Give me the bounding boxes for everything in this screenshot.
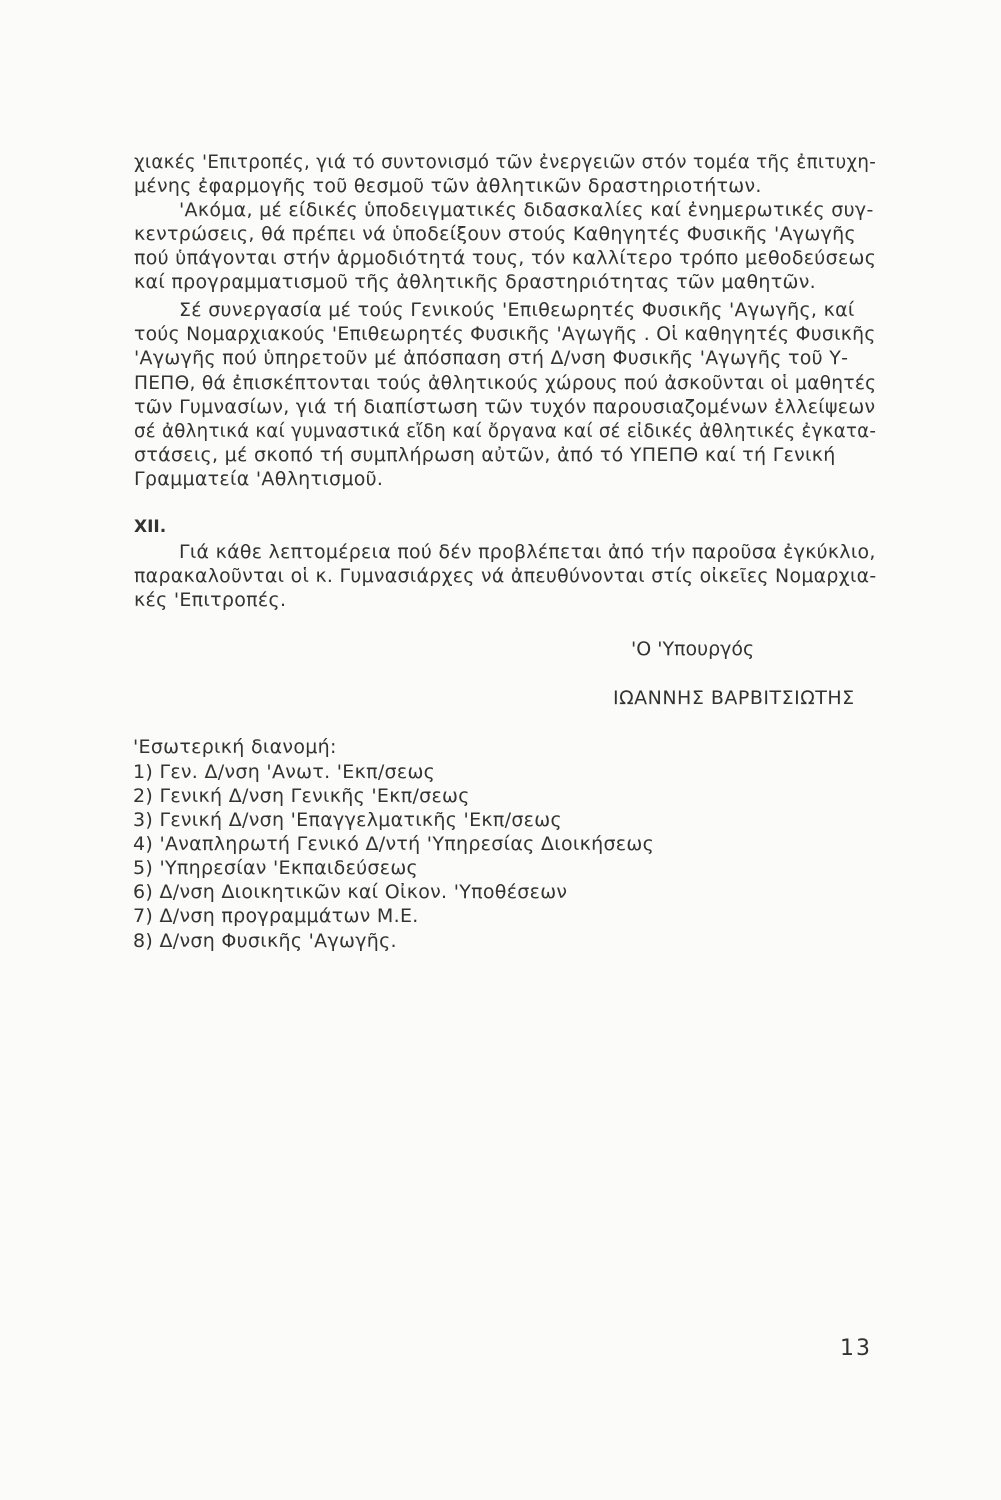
body-text-line: Γραμματεία 'Αθλητισμοῦ. bbox=[134, 468, 384, 490]
body-text-line: πού ὑπάγονται στήν ἁρμοδιότητά τους, τόν καλλίτερο τρόπο μεθοδεύσεως bbox=[134, 247, 877, 269]
body-text-line: μένης ἐφαρμογῆς τοῦ θεσμοῦ τῶν ἀθλητικῶν δραστηριοτήτων. bbox=[134, 175, 762, 197]
distribution-item: 3) Γενική Δ/νση 'Επαγγελματικῆς 'Εκπ/σεως bbox=[133, 809, 562, 831]
distribution-item: 8) Δ/νση Φυσικῆς 'Αγωγῆς. bbox=[133, 930, 397, 952]
distribution-heading: 'Εσωτερική διανομή: bbox=[133, 736, 337, 758]
signature-name: ΙΩΑΝΝΗΣ ΒΑΡΒΙΤΣΙΩΤΗΣ bbox=[613, 687, 855, 709]
distribution-item: 4) 'Αναπληρωτή Γενικό Δ/ντή 'Υπηρεσίας Διοικήσεως bbox=[133, 833, 655, 855]
distribution-item: 7) Δ/νση προγραμμάτων Μ.Ε. bbox=[133, 905, 419, 927]
body-text-line: 'Ακόμα, μέ είδικές ὑποδειγματικές διδασκαλίες καί ἐνημερωτικές συγ- bbox=[179, 199, 874, 221]
body-text-line: καί προγραμματισμοῦ τῆς ἀθλητικῆς δραστηριότητας τῶν μαθητῶν. bbox=[134, 271, 816, 293]
body-text-line: τούς Νομαρχιακούς 'Επιθεωρητές Φυσικῆς 'Αγωγῆς . Οἱ καθηγητές Φυσικῆς bbox=[134, 323, 876, 345]
body-text-line: σέ ἀθλητικά καί γυμναστικά εἴδη καί ὄργανα καί σέ εἰδικές ἀθλητικές ἐγκατα- bbox=[134, 420, 877, 442]
body-text-line: ΠΕΠΘ, θά ἐπισκέπτονται τούς ἀθλητικούς χώρους πού ἀσκοῦνται οἱ μαθητές bbox=[134, 372, 877, 394]
body-text-line: 'Αγωγῆς πού ὑπηρετοῦν μέ ἀπόσπαση στή Δ/νση Φυσικῆς 'Αγωγῆς τοῦ Υ- bbox=[134, 347, 849, 369]
body-text-line: τῶν Γυμνασίων, γιά τή διαπίστωση τῶν τυχόν παρουσιαζομένων ἐλλείψεων bbox=[134, 396, 876, 418]
section-heading: XII. bbox=[134, 517, 167, 537]
body-text-line: κεντρώσεις, θά πρέπει νά ὑποδείξουν στούς Καθηγητές Φυσικῆς 'Αγωγῆς bbox=[134, 223, 856, 245]
distribution-item: 5) 'Υπηρεσίαν 'Εκπαιδεύσεως bbox=[133, 857, 419, 879]
body-text-line: Γιά κάθε λεπτομέρεια πού δέν προβλέπεται ἀπό τήν παροῦσα ἐγκύκλιο, bbox=[179, 541, 876, 563]
distribution-item: 6) Δ/νση Διοικητικῶν καί Οἰκον. 'Υποθέσεων bbox=[133, 881, 568, 903]
body-text-line: κές 'Επιτροπές. bbox=[134, 589, 287, 611]
signature-title: 'Ο 'Υπουργός bbox=[631, 638, 755, 660]
body-text-line: Σέ συνεργασία μέ τούς Γενικούς 'Επιθεωρητές Φυσικῆς 'Αγωγῆς, καί bbox=[179, 299, 855, 321]
distribution-item: 1) Γεν. Δ/νση 'Ανωτ. 'Εκπ/σεως bbox=[133, 761, 436, 783]
body-text-line: στάσεις, μέ σκοπό τή συμπλήρωση αὐτῶν, ἀπό τό ΥΠΕΠΘ καί τή Γενική bbox=[134, 444, 836, 466]
distribution-item: 2) Γενική Δ/νση Γενικῆς 'Εκπ/σεως bbox=[133, 785, 470, 807]
body-text-line: παρακαλοῦνται οἱ κ. Γυμνασιάρχες νά ἀπευθύνονται στίς οἰκεῖες Νομαρχια- bbox=[134, 565, 877, 587]
page-number: 13 bbox=[840, 1336, 872, 1361]
body-text-line: χιακές 'Επιτροπές, γιά τό συντονισμό τῶν ἐνεργειῶν στόν τομέα τῆς ἐπιτυχη- bbox=[134, 151, 877, 173]
